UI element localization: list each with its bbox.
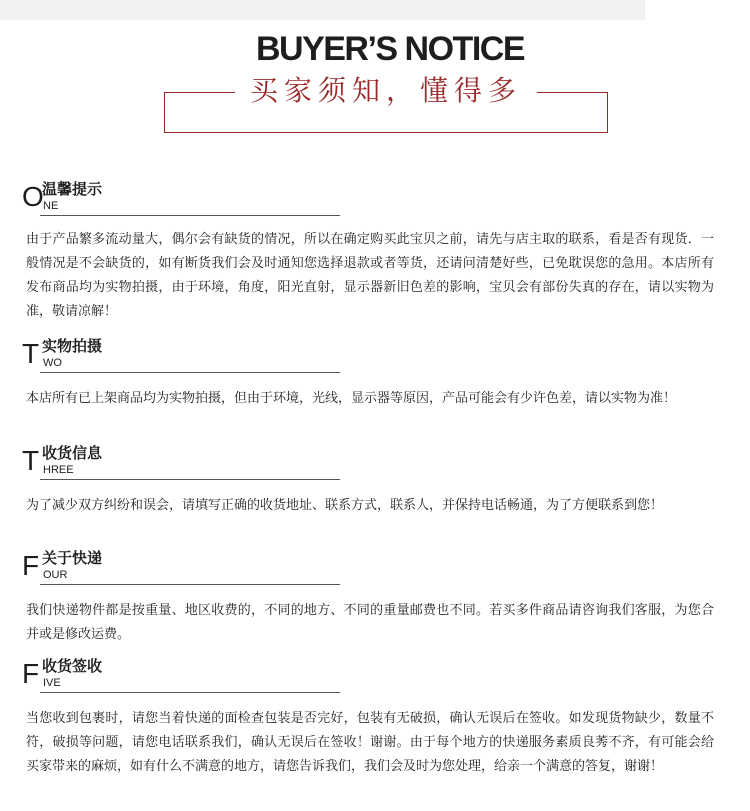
section-number-rest: OUR	[43, 569, 68, 581]
section-body: 本店所有已上架商品均为实物拍摄，但由于环境，光线，显示器等原因，产品可能会有少许色差，请以实物为准！	[26, 391, 677, 406]
section-divider	[40, 584, 340, 585]
section-number-rest: IVE	[43, 677, 61, 689]
section-divider	[40, 372, 340, 373]
section-body: 为了减少双方纠纷和误会，请填写正确的收货地址、联系方式，联系人，并保持电话畅通，为了方便联系到您！	[26, 498, 664, 513]
section-divider	[40, 215, 340, 216]
section-number-rest: HREE	[43, 464, 74, 476]
section-body: 由于产品繁多流动量大，偶尔会有缺货的情况，所以在确定购买此宝贝之前，请先与店主取的联系，看是否有现货．一般情况是不会缺货的，如有断货我们会及时通知您选择退款或者等货，还请问清楚好些，已免耽误您的急用。本店所有发布商品均为实物拍摄，由于环境，角度，阳光直射，显示器新旧色差的影响，宝贝会有部份失真的存在，请以实物为准，敬请凉解！	[26, 232, 714, 319]
section-number-letter: T	[22, 338, 40, 369]
section-number-letter: O	[22, 181, 44, 212]
section-heading: 收货签收	[42, 657, 103, 675]
section-one	[22, 180, 714, 324]
section-number-rest: NE	[43, 200, 59, 212]
section-header	[22, 444, 342, 480]
subtitle: 买家须知，懂得多	[249, 74, 522, 107]
section-header	[22, 549, 342, 585]
section-three	[22, 444, 714, 518]
subtitle-frame	[164, 74, 608, 133]
section-heading: 收货信息	[42, 444, 103, 462]
section-heading: 温馨提示	[42, 180, 103, 198]
page-title: BUYER’S NOTICE	[255, 30, 525, 68]
section-body: 当您收到包裹时，请您当着快递的面检查包装是否完好，包装有无破损，确认无误后在签收。如发现货物缺少，数量不符，破损等问题，请您电话联系我们，确认无误后在签收！谢谢。由于每个地方的快递服务素质良莠不齐，有可能会给买家带来的麻烦，如有什么不满意的地方，请您告诉我们，我们会及时为您处理，给亲一个满意的答复，谢谢！	[26, 711, 714, 774]
top-strip	[0, 0, 645, 20]
section-header	[22, 657, 342, 693]
section-four	[22, 549, 714, 647]
section-divider	[40, 479, 340, 480]
section-number-letter: T	[22, 445, 40, 476]
section-divider	[40, 692, 340, 693]
section-header	[22, 180, 342, 216]
section-two	[22, 337, 714, 411]
section-heading: 实物拍摄	[42, 337, 103, 355]
section-number-rest: WO	[43, 357, 62, 369]
section-heading: 关于快递	[42, 549, 103, 567]
section-body: 我们快递物件都是按重量、地区收费的，不同的地方、不同的重量邮费也不同。若买多件商品请咨询我们客服，为您合并或是修改运费。	[26, 603, 714, 642]
section-number-letter: F	[22, 550, 40, 581]
section-header	[22, 337, 342, 373]
section-five	[22, 657, 714, 779]
section-number-letter: F	[22, 658, 40, 689]
